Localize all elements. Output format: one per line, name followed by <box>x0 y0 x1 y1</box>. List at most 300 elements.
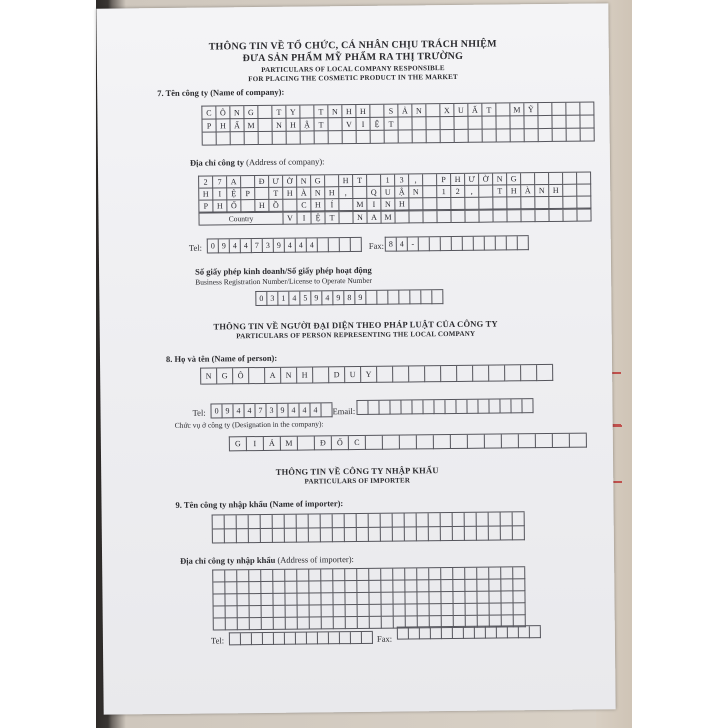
char-box <box>486 627 497 639</box>
char-box: 9 <box>219 239 230 253</box>
char-box <box>213 570 225 582</box>
char-box <box>536 434 553 448</box>
char-box <box>273 515 285 529</box>
char-box <box>479 198 493 210</box>
char-box <box>329 632 340 644</box>
char-box <box>358 605 370 617</box>
char-box: T <box>272 106 286 119</box>
char-box <box>465 198 479 210</box>
char-box <box>417 527 429 541</box>
char-box <box>273 570 285 582</box>
char-box <box>245 132 259 145</box>
position-field[interactable] <box>229 433 587 452</box>
char-box <box>513 591 525 603</box>
char-box: 3 <box>395 174 409 186</box>
char-box <box>286 606 298 618</box>
char-box <box>274 633 285 645</box>
char-box <box>329 131 343 144</box>
char-box: H <box>216 119 230 132</box>
char-box <box>485 434 502 448</box>
char-box <box>249 368 265 384</box>
char-box <box>549 173 563 185</box>
company-tel-label: Tel: <box>188 242 202 253</box>
license-number-field[interactable] <box>255 289 443 306</box>
importer-name-grid[interactable] <box>212 511 525 543</box>
char-box <box>321 593 333 605</box>
char-box <box>441 580 453 592</box>
char-box: , <box>339 187 353 199</box>
char-box <box>285 529 297 543</box>
char-box <box>370 105 384 118</box>
char-box <box>250 606 262 618</box>
char-box <box>413 130 427 143</box>
char-box <box>442 627 453 639</box>
char-box <box>381 581 393 593</box>
char-box <box>521 365 537 381</box>
char-box <box>345 581 357 593</box>
char-box <box>310 617 322 629</box>
char-box <box>285 515 297 529</box>
char-box <box>521 210 535 222</box>
char-box <box>321 514 333 528</box>
char-box: À <box>521 185 535 197</box>
char-box: 4 <box>307 238 318 252</box>
char-box: N <box>493 173 507 185</box>
char-box: 4 <box>285 239 296 253</box>
char-box <box>285 570 297 582</box>
char-box <box>538 116 552 129</box>
char-box <box>367 175 381 187</box>
char-box <box>405 592 417 604</box>
char-box <box>346 605 358 617</box>
char-box: T <box>493 185 507 197</box>
char-box <box>566 116 580 129</box>
char-box <box>286 618 298 630</box>
char-box: G <box>507 173 521 185</box>
char-box: C <box>297 199 311 211</box>
char-box <box>421 290 432 304</box>
char-box <box>465 513 477 527</box>
char-box <box>423 211 437 223</box>
char-box <box>567 129 581 142</box>
char-box: 8 <box>344 291 355 305</box>
char-box <box>419 237 430 251</box>
char-box: 3 <box>263 239 274 253</box>
char-box: 7 <box>255 404 266 418</box>
char-box: N <box>311 187 325 199</box>
char-box <box>453 527 465 541</box>
char-box <box>511 399 522 413</box>
char-box <box>474 237 485 251</box>
char-box <box>465 580 477 592</box>
char-box <box>273 594 285 606</box>
char-box <box>530 626 541 638</box>
char-box: 1 <box>381 175 395 187</box>
char-box <box>258 106 272 119</box>
char-box <box>309 514 321 528</box>
char-box <box>501 567 513 579</box>
char-box <box>409 211 423 223</box>
company-address-label: Địa chỉ công ty (Address of company): <box>189 156 325 168</box>
char-box: A <box>367 212 381 224</box>
char-box <box>513 567 525 579</box>
char-box: A <box>227 176 241 188</box>
char-box: 7 <box>252 239 263 253</box>
char-box: 9 <box>222 404 233 418</box>
importer-address-grid[interactable] <box>212 566 526 630</box>
char-box <box>563 197 577 209</box>
char-box <box>429 527 441 541</box>
char-box <box>249 594 261 606</box>
email-field[interactable] <box>356 398 533 415</box>
char-box <box>417 513 429 527</box>
char-box <box>479 186 493 198</box>
char-box <box>300 105 314 118</box>
char-box: 7 <box>213 176 227 188</box>
char-box: 4 <box>296 239 307 253</box>
char-box: 4 <box>299 403 310 417</box>
char-box: H <box>311 199 325 211</box>
char-box <box>370 617 382 629</box>
char-box: 9 <box>355 291 366 305</box>
char-box <box>453 580 465 592</box>
char-box <box>401 400 412 414</box>
char-box <box>577 197 591 209</box>
char-box <box>287 132 301 145</box>
char-box <box>213 529 225 543</box>
char-box <box>261 515 273 529</box>
char-box <box>501 591 513 603</box>
char-box: Ậ <box>395 186 409 198</box>
char-box: X <box>440 104 454 117</box>
char-box: Ậ <box>300 118 314 131</box>
char-box: S <box>384 105 398 118</box>
char-box <box>441 592 453 604</box>
char-box <box>393 513 405 527</box>
char-box: H <box>356 105 370 118</box>
char-box <box>489 579 501 591</box>
char-box <box>456 400 467 414</box>
char-box <box>430 237 441 251</box>
char-box <box>493 197 507 209</box>
char-box <box>430 604 442 616</box>
person-tel-label: Tel: <box>192 407 206 418</box>
char-box <box>381 593 393 605</box>
country-label: Country <box>199 213 283 226</box>
char-box <box>313 367 329 383</box>
char-box <box>394 604 406 616</box>
char-box <box>434 435 451 449</box>
char-box <box>325 175 339 187</box>
char-box <box>225 529 237 543</box>
char-box <box>442 604 454 616</box>
char-box <box>563 210 577 222</box>
char-box: N <box>381 199 395 211</box>
person-name-label: 8. Họ và tên (Name of person): <box>165 352 278 364</box>
char-box: P <box>437 174 451 186</box>
char-box: 1 <box>278 292 289 306</box>
char-box: G <box>230 437 247 451</box>
char-box <box>465 211 479 223</box>
char-box <box>429 568 441 580</box>
char-box <box>301 131 315 144</box>
char-box <box>426 104 440 117</box>
company-fax-field[interactable] <box>385 235 529 252</box>
char-box <box>508 626 519 638</box>
char-box: U <box>345 367 361 383</box>
char-box <box>262 618 274 630</box>
char-box <box>381 528 393 542</box>
char-box <box>238 606 250 618</box>
char-box <box>496 116 510 129</box>
char-box <box>353 187 367 199</box>
char-box: T <box>325 212 339 224</box>
char-box: P <box>202 119 216 132</box>
char-box: Ả <box>398 104 412 117</box>
char-box <box>346 617 358 629</box>
char-box: 1 <box>437 186 451 198</box>
char-box: I <box>247 437 264 451</box>
char-box <box>310 605 322 617</box>
char-box <box>370 605 382 617</box>
char-box: 4 <box>233 404 244 418</box>
char-box <box>465 527 477 541</box>
char-box: H <box>283 188 297 200</box>
char-box <box>399 130 413 143</box>
char-box <box>273 132 287 145</box>
char-box <box>231 132 245 145</box>
company-name-grid[interactable] <box>201 101 594 145</box>
char-box: N <box>412 104 426 117</box>
char-box: C <box>202 106 216 119</box>
char-box <box>241 176 255 188</box>
char-box: 9 <box>333 291 344 305</box>
char-box: Ư <box>269 176 283 188</box>
char-box: Ư <box>465 174 479 186</box>
form-heading-line3: PARTICULARS OF LOCAL COMPANY RESPONSIBLE <box>261 64 445 74</box>
char-box <box>263 633 274 645</box>
char-box <box>429 592 441 604</box>
char-box: , <box>465 186 479 198</box>
char-box <box>434 400 445 414</box>
char-box <box>383 436 400 450</box>
char-box: À <box>297 187 311 199</box>
char-box <box>441 568 453 580</box>
char-box: Í <box>325 199 339 211</box>
char-box <box>297 594 309 606</box>
char-box: 4 <box>230 239 241 253</box>
char-box <box>423 198 437 210</box>
char-box <box>478 400 489 414</box>
char-box <box>552 116 566 129</box>
char-box: 4 <box>310 403 321 417</box>
char-box <box>553 434 570 448</box>
char-box <box>479 211 493 223</box>
char-box <box>225 570 237 582</box>
char-box <box>393 527 405 541</box>
char-box <box>366 291 377 305</box>
char-box <box>298 617 310 629</box>
char-box <box>440 117 454 130</box>
char-box <box>297 582 309 594</box>
char-box <box>203 132 217 145</box>
char-box <box>521 173 535 185</box>
char-box <box>213 515 225 529</box>
char-box: 3 <box>267 292 278 306</box>
char-box <box>485 237 496 251</box>
char-box <box>357 131 371 144</box>
char-box <box>510 116 524 129</box>
char-box <box>437 211 451 223</box>
char-box <box>513 579 525 591</box>
char-box <box>345 569 357 581</box>
company-fax-label: Fax: <box>368 240 384 251</box>
char-box <box>514 603 526 615</box>
importer-fax-label: Fax: <box>376 633 393 644</box>
char-box: U <box>454 104 468 117</box>
char-box <box>225 582 237 594</box>
char-box <box>412 400 423 414</box>
char-box <box>318 238 329 252</box>
country-grid[interactable] <box>198 209 591 226</box>
char-box <box>463 237 474 251</box>
char-box: H <box>339 175 353 187</box>
char-box <box>339 199 353 211</box>
representative-heading: THÔNG TIN VỀ NGƯỜI ĐẠI DIỆN THEO PHÁP LUẬT CỦA CÔNG TY <box>213 318 498 332</box>
char-box: Ố <box>332 436 349 450</box>
importer-heading-en: PARTICULARS OF IMPORTER <box>304 476 411 486</box>
char-box <box>451 211 465 223</box>
char-box <box>333 593 345 605</box>
char-box: 4 <box>244 404 255 418</box>
char-box <box>451 435 468 449</box>
char-box: Đ <box>315 436 332 450</box>
char-box <box>453 568 465 580</box>
char-box <box>393 580 405 592</box>
char-box: G <box>244 106 258 119</box>
char-box <box>537 365 553 381</box>
char-box <box>226 618 238 630</box>
person-name-field[interactable] <box>200 364 553 385</box>
char-box: T <box>353 175 367 187</box>
importer-fax-field[interactable] <box>397 625 541 640</box>
char-box <box>525 129 539 142</box>
char-box: M <box>510 103 524 116</box>
char-box: C <box>349 436 366 450</box>
char-box <box>382 605 394 617</box>
person-tel-field[interactable] <box>210 402 332 418</box>
char-box <box>399 290 410 304</box>
char-box: V <box>342 118 356 131</box>
char-box <box>409 627 420 639</box>
char-box <box>522 399 533 413</box>
importer-address-label: Địa chỉ công ty nhập khẩu (Address of importer): <box>180 554 354 566</box>
company-tel-field[interactable] <box>207 237 362 254</box>
char-box: Ẩ <box>230 119 244 132</box>
char-box: H <box>255 200 269 212</box>
char-box <box>468 435 485 449</box>
char-box <box>483 130 497 143</box>
char-box <box>369 514 381 528</box>
char-box: G <box>217 368 233 384</box>
char-box <box>321 528 333 542</box>
char-box <box>259 132 273 145</box>
char-box <box>214 606 226 618</box>
char-box <box>369 593 381 605</box>
char-box <box>298 605 310 617</box>
char-box <box>423 174 437 186</box>
char-box <box>357 401 368 415</box>
company-address-grid[interactable] <box>198 172 591 213</box>
char-box <box>285 594 297 606</box>
char-box <box>241 200 255 212</box>
char-box <box>409 366 425 382</box>
char-box <box>497 129 511 142</box>
char-box <box>357 593 369 605</box>
char-box <box>441 527 453 541</box>
char-box <box>475 627 486 639</box>
char-box <box>393 568 405 580</box>
form-heading-line1: THÔNG TIN VỀ TỔ CHỨC, CÁ NHÂN CHỊU TRÁCH NHIỆM <box>208 38 497 53</box>
char-box <box>230 633 241 645</box>
char-box <box>427 130 441 143</box>
char-box <box>261 570 273 582</box>
char-box <box>477 568 489 580</box>
char-box <box>321 569 333 581</box>
char-box <box>409 198 423 210</box>
char-box <box>296 633 307 645</box>
char-box <box>369 528 381 542</box>
char-box <box>477 592 489 604</box>
char-box: Đ <box>255 176 269 188</box>
char-box: H <box>297 367 313 383</box>
char-box: N <box>230 106 244 119</box>
char-box <box>489 512 501 526</box>
char-box: 5 <box>300 291 311 305</box>
char-box <box>382 617 394 629</box>
char-box <box>581 128 595 141</box>
char-box <box>468 117 482 130</box>
char-box <box>225 594 237 606</box>
char-box: Ỹ <box>524 103 538 116</box>
char-box <box>489 365 505 381</box>
char-box <box>261 529 273 543</box>
char-box: Q <box>367 187 381 199</box>
license-label: Số giấy phép kinh doanh/Số giấy phép hoạt động <box>195 264 372 277</box>
char-box <box>273 529 285 543</box>
importer-tel-field[interactable] <box>229 631 373 646</box>
char-box <box>432 290 443 304</box>
char-box <box>333 569 345 581</box>
char-box <box>489 399 500 413</box>
char-box <box>493 210 507 222</box>
char-box: N <box>535 185 549 197</box>
char-box: I <box>213 188 227 200</box>
char-box <box>518 236 529 250</box>
char-box <box>425 366 441 382</box>
char-box <box>489 526 501 540</box>
char-box <box>500 399 511 413</box>
char-box <box>297 529 309 543</box>
char-box <box>333 528 345 542</box>
char-box <box>252 633 263 645</box>
char-box: Y <box>286 106 300 119</box>
char-box <box>469 130 483 143</box>
char-box <box>489 591 501 603</box>
importer-tel-label: Tel: <box>210 635 225 646</box>
char-box: I <box>297 212 311 224</box>
char-box: N <box>201 368 217 384</box>
